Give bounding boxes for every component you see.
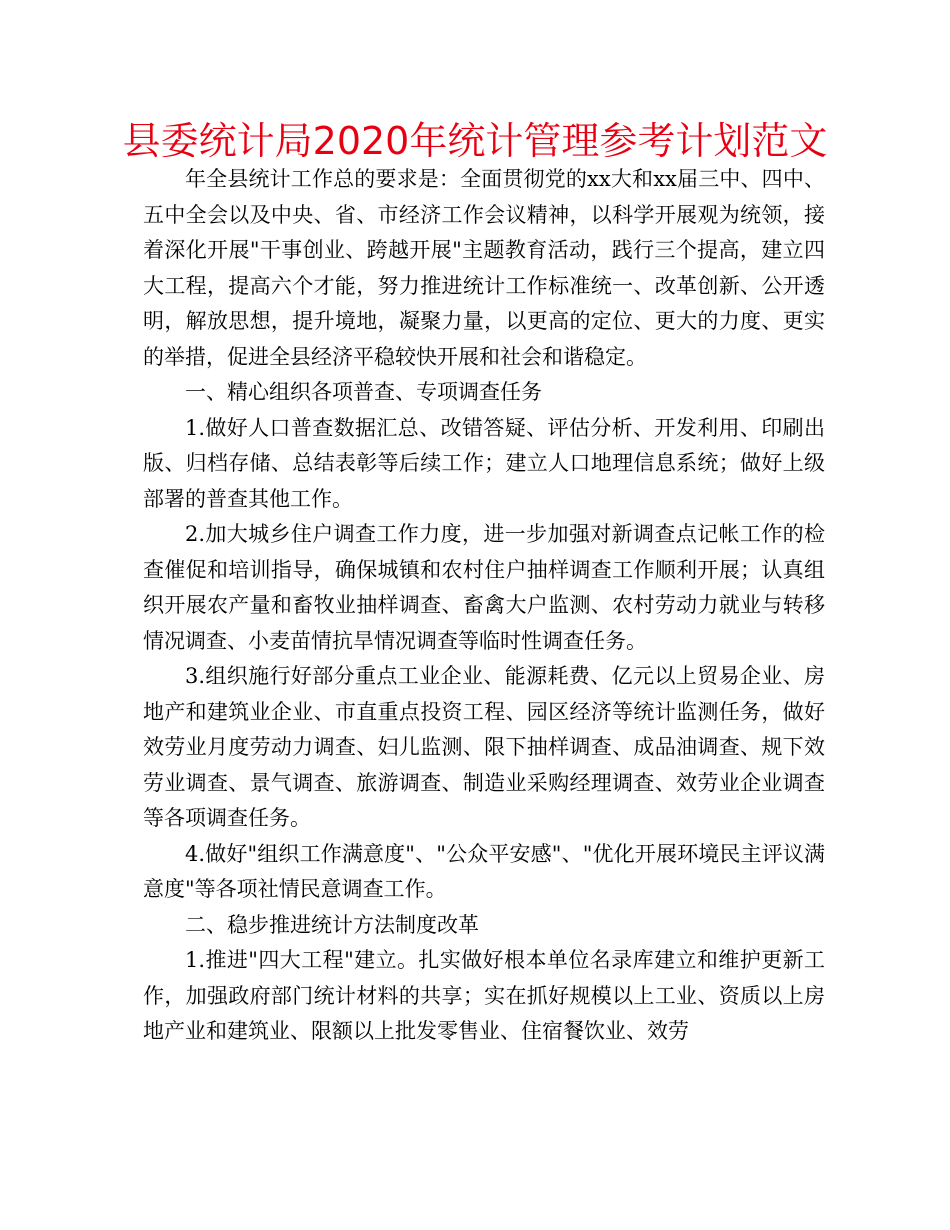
document-title: 县委统计局2020年统计管理参考计划范文 (122, 119, 828, 163)
section-heading: 二、稳步推进统计方法制度改革 (185, 912, 479, 937)
section-heading: 一、精心组织各项普查、专项调查任务 (185, 380, 542, 404)
paragraph: 3.组织施行好部分重点工业企业、能源耗费、亿元以上贸易企业、房地产和建筑业企业、市直重点投资工程、园区经济等统计监测任务，做好效劳业月度劳动力调查、妇儿监测、限下抽样调查、成品油调查、规下效劳业调查、景气调查、旅游调查、制造业采购经理调查、效劳业企业调查等各项调查任务。 (143, 664, 825, 830)
paragraph: 2.加大城乡住户调查工作力度，进一步加强对新调查点记帐工作的检查催促和培训指导，确保城镇和农村住户抽样调查工作顺利开展；认真组织开展农产量和畜牧业抽样调查、畜禽大户监测、农村劳动力就业与转移情况调查、小麦苗情抗旱情况调查等临时性调查任务。 (143, 522, 825, 653)
paragraph: 4.做好"组织工作满意度"、"公众平安感"、"优化开展环境民主评议满意度"等各项社情民意调查工作。 (143, 841, 825, 901)
paragraph: 年全县统计工作总的要求是：全面贯彻党的xx大和xx届三中、四中、五中全会以及中央、省、市经济工作会议精神，以科学开展观为统领，接着深化开展"干事创业、跨越开展"主题教育活动，践行三个提高，建立四大工程，提高六个才能，努力推进统计工作标准统一、改革创新、公开透明，解放思想，提升境地，凝聚力量，以更高的定位、更大的力度、更实的举措，促进全县经济平稳较快开展和社会和谐稳定。 (143, 167, 825, 369)
paragraph: 1.推进"四大工程"建立。扎实做好根本单位名录库建立和维护更新工作，加强政府部门统计材料的共享；实在抓好规模以上工业、资质以上房地产业和建筑业、限额以上批发零售业、住宿餐饮业、效劳 (143, 948, 825, 1043)
paragraph: 1.做好人口普查数据汇总、改错答疑、评估分析、开发利用、印刷出版、归档存储、总结表彰等后续工作；建立人口地理信息系统；做好上级部署的普查其他工作。 (143, 415, 825, 511)
document-body (143, 162, 825, 1050)
